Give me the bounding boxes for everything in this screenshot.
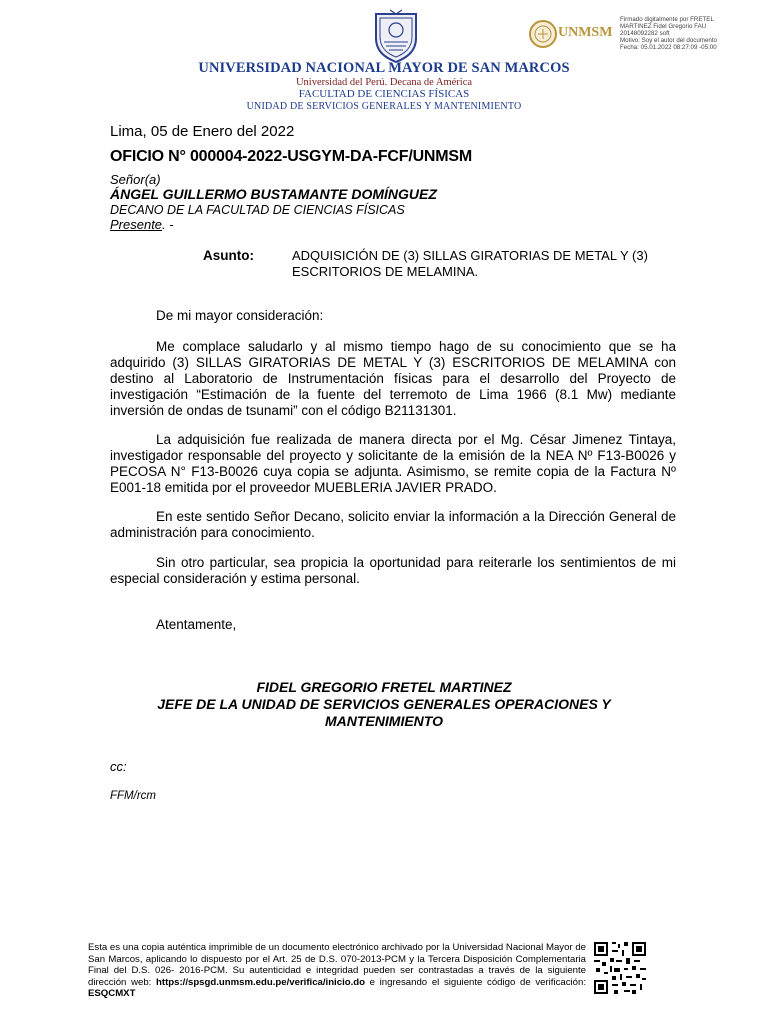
greeting: De mi mayor consideración: [156,308,324,323]
presente-suffix: . - [162,217,174,232]
presente-line [110,217,174,232]
faculty-name: FACULTAD DE CIENCIAS FÍSICAS [298,88,470,100]
qr-code-icon [592,940,648,996]
signature-line: MARTINEZ Fidel Gregorio FAU [620,23,707,30]
verification-url[interactable]: https://spsgd.unmsm.edu.pe/verifica/inicio.do [156,976,365,988]
body-paragraph: Sin otro particular, sea propicia la oportunidad para reiterarle los sentimientos de mi especial consideración y estima personal. [110,555,676,586]
oficio-number: OFICIO N° 000004-2022-USGYM-DA-FCF/UNMSM [110,148,473,165]
verification-code: ESQCMXT [88,988,136,999]
signer-title-continued: MANTENIMIENTO [325,713,443,729]
signature-line: Firmado digitalmente por FRETEL [620,16,714,23]
signature-line: 20148092282 soft [620,30,670,37]
body-paragraph: En este sentido Señor Decano, solicito enviar la información a la Dirección General de administración para conocimiento. [110,509,676,540]
subject-label: Asunto: [203,248,254,263]
university-subtitle: Universidad del Perú. Decana de América [295,77,473,88]
reference-initials: FFM/rcm [110,790,156,802]
signature-line: Fecha: 05.01.2022 08:27:09 -05:00 [620,44,717,51]
footer-text: Esta es una copia auténtica imprimible de un documento electrónico archivado por la Universidad Nacional Mayor de San Marcos, aplicando lo dispuesto por el Art. 25 de D.S. 070-2013-PCM y la Tercera Disposición Complementaria Final del D.S. 026- 2016-PCM. Su autenticidad e integridad pueden ser contrastadas a través de la siguiente dirección web: [88,942,586,988]
closing: Atentamente, [156,617,237,632]
body-paragraph: La adquisición fue realizada de manera directa por el Mg. César Jimenez Tintaya, investigador responsable del proyecto y solicitante de la emisión de la NEA Nº F13-B0026 y PECOSA N° F13-B0026 cuya copia se adjunta. Asimismo, se remite copia de la Factura Nº E001-18 emitida por el proveedor MUEBLERIA JAVIER PRADO. [110,432,676,495]
verification-footer [88,942,586,1000]
recipient-name: ÁNGEL GUILLERMO BUSTAMANTE DOMÍNGUEZ [110,186,437,202]
letter-date: Lima, 05 de Enero del 2022 [110,123,295,140]
university-crest-logo [368,8,424,64]
signature-line: Motivo: Soy el autor del documento [620,37,717,44]
signer-title: JEFE DE LA UNIDAD DE SERVICIOS GENERALES OPERACIONES Y [157,696,611,712]
cc-label: cc: [110,759,127,774]
university-name: UNIVERSIDAD NACIONAL MAYOR DE SAN MARCOS [198,60,570,76]
unmsm-seal-logo [528,16,618,52]
digital-signature-info [620,16,760,51]
footer-text-after-url: e ingresando el siguiente código de verificación: [364,976,586,988]
signer-name: FIDEL GREGORIO FRETEL MARTINEZ [256,679,512,695]
presente-word: Presente [110,217,163,232]
subject-text: ADQUISICIÓN DE (3) SILLAS GIRATORIAS DE METAL Y (3) ESCRITORIOS DE MELAMINA. [292,248,648,279]
unit-name: UNIDAD DE SERVICIOS GENERALES Y MANTENIMIENTO [246,101,522,112]
recipient-title: DECANO DE LA FACULTAD DE CIENCIAS FÍSICAS [110,203,405,217]
body-paragraph: Me complace saludarlo y al mismo tiempo hago de su conocimiento que se ha adquirido (3) SILLAS GIRATORIAS DE METAL Y (3) ESCRITORIOS DE MELAMINA con destino al Laboratorio de Instrumentación físicas para el desarrollo del Proyecto de investigación “Estimación de la fuente del terremoto de Lima 1966 (8.1 Mw) mediante inversión de ondas de tsunami” con el código B21131301. [110,339,676,418]
salutation: Señor(a) [110,172,161,187]
unmsm-brand-text: UNMSM [558,25,613,40]
